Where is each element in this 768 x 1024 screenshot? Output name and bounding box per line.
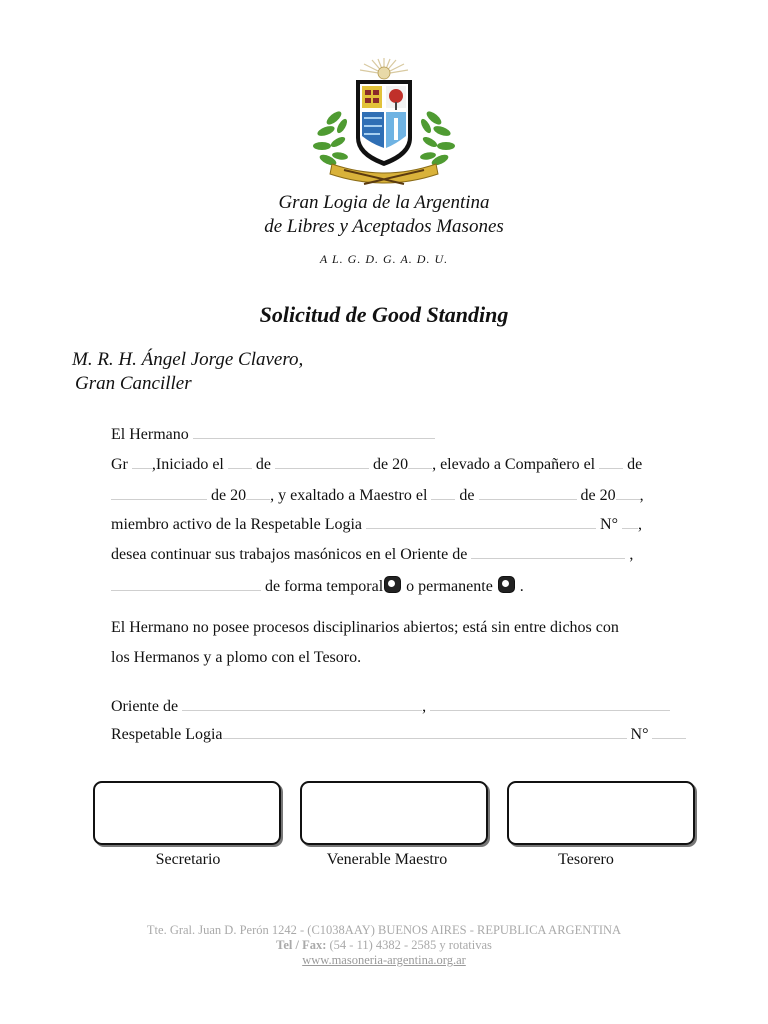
footer-phone-label: Tel / Fax: (276, 938, 327, 952)
logia-label: Respetable Logia (111, 726, 223, 743)
signature-box-secretario[interactable] (93, 781, 281, 845)
motto: A L. G. D. G. A. D. U. (319, 252, 449, 266)
comma: , (637, 516, 642, 533)
de20-label: de 20 (211, 487, 247, 504)
form-line-dates-1 (111, 455, 642, 474)
logia-number-field[interactable] (622, 515, 638, 529)
de20-label: de 20 (372, 456, 409, 473)
form-line-logia-sign (111, 725, 686, 744)
exaltado-day-field[interactable] (431, 486, 455, 500)
signature-label-venerable: Venerable Maestro (326, 851, 448, 868)
period: . (519, 578, 524, 595)
org-name-line1: Gran Logia de la Argentina (278, 192, 490, 213)
hermano-label: El Hermano (111, 426, 189, 443)
grado-field[interactable] (132, 455, 152, 469)
lodge-emblem (304, 56, 464, 196)
iniciado-month-field[interactable] (275, 455, 369, 469)
addressee-name: M. R. H. Ángel Jorge Clavero, (72, 349, 304, 370)
footer-phone-number: (54 - 11) 4382 - 2585 y rotativas (329, 938, 492, 952)
declaration-line-2: los Hermanos y a plomo con el Tesoro. (111, 649, 362, 666)
permanente-checkbox[interactable] (498, 576, 515, 593)
elevado-day-field[interactable] (599, 455, 623, 469)
oriente-sign-field[interactable] (182, 697, 422, 711)
miembro-label: miembro activo de la Respetable Logia (111, 516, 363, 533)
de20-label: de 20 (580, 487, 616, 504)
iniciado-year-field[interactable] (408, 455, 432, 469)
temporal-checkbox[interactable] (384, 576, 401, 593)
oriente-field[interactable] (471, 545, 625, 559)
form-line-logia (111, 515, 642, 534)
comma: , (639, 487, 644, 504)
footer-phone (0, 938, 768, 953)
elevado-year-field[interactable] (246, 486, 270, 500)
de-label: de (255, 456, 271, 473)
footer-address: Tte. Gral. Juan D. Perón 1242 - (C1038AAY) BUENOS AIRES - REPUBLICA ARGENTINA (146, 923, 622, 937)
elevado-month-field[interactable] (111, 486, 207, 500)
website-link[interactable]: www.masoneria-argentina.org.ar (302, 953, 466, 967)
exaltado-year-field[interactable] (616, 486, 640, 500)
numero-label: N° (600, 516, 618, 533)
signature-box-venerable[interactable] (300, 781, 488, 845)
temporal-label: de forma temporal (265, 578, 384, 595)
oriente-label: Oriente de (111, 698, 179, 715)
form-line-modo (111, 576, 524, 596)
hermano-name-field[interactable] (193, 425, 435, 439)
iniciado-day-field[interactable] (228, 455, 252, 469)
desea-label: desea continuar sus trabajos masónicos en el Oriente de (111, 546, 468, 563)
grado-label: Gr (111, 456, 128, 473)
comma: , (629, 546, 634, 563)
date-sign-field[interactable] (430, 697, 670, 711)
form-line-hermano (111, 425, 435, 444)
logia-name-field[interactable] (366, 515, 596, 529)
iniciado-label: ,Iniciado el (151, 456, 224, 473)
signature-label-secretario: Secretario (155, 851, 221, 868)
addressee-role: Gran Canciller (75, 373, 192, 394)
signature-box-tesorero[interactable] (507, 781, 695, 845)
form-line-oriente-sign (111, 697, 670, 716)
elevado-label: , elevado a Compañero el (432, 456, 596, 473)
permanente-label: o permanente (406, 578, 493, 595)
signature-label-tesorero: Tesorero (558, 851, 614, 868)
form-line-oriente (111, 545, 633, 564)
de-label: de (459, 487, 475, 504)
declaration-line-1: El Hermano no posee procesos disciplinarios abiertos; está sin entre dichos con (111, 619, 619, 636)
org-name-line2: de Libres y Aceptados Masones (264, 216, 504, 237)
numero-label: N° (630, 726, 649, 743)
footer-website (0, 953, 768, 968)
logia-sign-number-field[interactable] (652, 725, 686, 739)
oriente-continuation-field[interactable] (111, 577, 261, 591)
exaltado-month-field[interactable] (479, 486, 577, 500)
document-title: Solicitud de Good Standing (259, 302, 509, 327)
logia-sign-field[interactable] (223, 725, 627, 739)
exaltado-label: , y exaltado a Maestro el (270, 487, 428, 504)
comma: , (422, 698, 427, 715)
form-line-dates-2 (111, 486, 644, 505)
de-label: de (627, 456, 643, 473)
